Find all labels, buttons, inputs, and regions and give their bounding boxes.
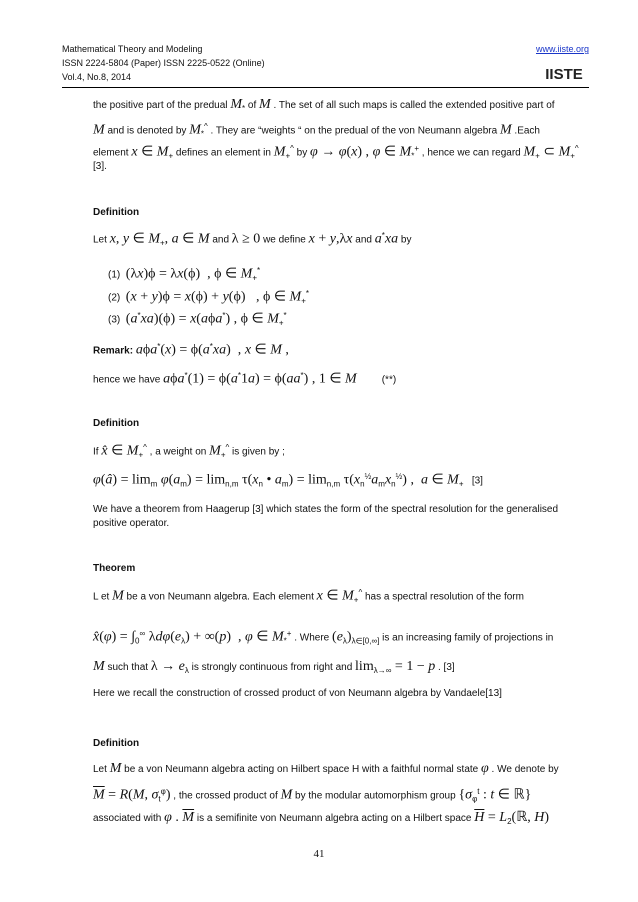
def3-line2: $\overline{M} = R(M$, $\sigma_t^\varphi$) , the crossed product of M by the modular automorphism group {$\sigma_\varphi^t$ : t ∈ ℝ}: [93, 787, 532, 804]
theorem-line1: L et M be a von Neumann algebra. Each element x ∈ $M_+^{\^{}}$ has a spectral resolution of the form: [93, 588, 524, 605]
recall-line: Here we recall the construction of crossed product of von Neumann algebra by Vandaele[13]: [93, 688, 502, 699]
para1-line1: the positive part of the predual $M_*$ of M . The set of all such maps is called the extended positive part of: [93, 97, 555, 113]
journal-link[interactable]: www.iiste.org: [535, 44, 589, 54]
theorem-line3: M such that $\lambda \to e_\lambda$ is strongly continuous from right and $\lim_{\lambda\to\infty} = 1 - p$ . [3]: [93, 659, 455, 675]
theorem-formula: x̂(φ) = $\int_0^\infty$ $\lambda d\varphi(e_\lambda) + \infty(p)$ , φ ∈ $M_*^+$ . Where $(e_\lambda)_{\lambda\in[0,\infty]}$ is an increasing family of projections in: [93, 629, 554, 646]
journal-title: Mathematical Theory and Modeling: [62, 44, 203, 54]
def3-line1: Let M be a von Neumann algebra acting on Hilbert space H with a faithful normal state φ . We denote by: [93, 761, 559, 776]
remark-line: Remark: aϕa*(x) = ϕ(a*xa) , x ∈ M ,: [93, 342, 289, 358]
def2-formula: φ(â) = $\lim_m \varphi(a_m) = \lim_{n,m} \tau(x_n$ • $a_m) = \lim_{n,m} \tau(x_n^{\frac{1}{2}}a_mx_n^{\frac{1}{2}})$ , a ∈ $M_+$ [3]: [93, 472, 483, 489]
def1-line: Let x, y ∈ $M_+$, a ∈ M and λ ≥ 0 we define x + y,λx and a*xa by: [93, 231, 412, 248]
def2-heading: Definition: [93, 418, 140, 429]
volume-line: Vol.4, No.8, 2014: [62, 72, 132, 82]
header-rule: [62, 87, 589, 88]
def3-line3: associated with φ . $\overline{M}$ is a semifinite von Neumann algebra acting on a Hilbert space $\overline{H}$ = $L_2(ℝ$, H): [93, 810, 550, 826]
para1-line3: element x ∈ $M_+$ defines an element in $M_+^{\^{}}$ by φ → φ(x) , φ ∈ $M_*^+$ , hence we can regard $M_+$ ⊂ $M_+^{\^{}}$: [93, 144, 579, 161]
logo-text: IISTE: [545, 66, 583, 83]
def1-heading: Definition: [93, 207, 140, 218]
def1-eq3: (3) (a*xa)(ϕ) = x(aϕa*) , ϕ ∈ $M_+^*$: [108, 311, 287, 328]
def1-eq1: (1) (λx)ϕ = λx(ϕ) , ϕ ∈ $M_+^*$: [108, 266, 261, 283]
def1-eq2: (2) (x + y)ϕ = x(ϕ) + y(ϕ) , ϕ ∈ $M_+^*$: [108, 289, 310, 306]
def3-heading: Definition: [93, 738, 140, 749]
def2-line: If x̂ ∈ $M_+^{\^{}}$ , a weight on $M_+^{\^{}}$ is given by ;: [93, 443, 285, 460]
haagerup-paragraph: We have a theorem from Haagerup [3] which states the form of the spectral resolution for the generalised positive operator.: [93, 504, 559, 529]
iiste-logo: [539, 62, 589, 84]
page-number: 41: [313, 848, 325, 860]
para1-ref: [3].: [93, 161, 107, 172]
issn-line: ISSN 2224-5804 (Paper) ISSN 2225-0522 (Online): [62, 58, 265, 68]
theorem-heading: Theorem: [93, 563, 136, 574]
para1-line2: M and is denoted by $M_*^{\^{}}$ . They are “weights “ on the predual of the von Neumann algebra M .Each: [93, 122, 540, 139]
hence-line: hence we have aϕa*(1) = ϕ(a*1a) = ϕ(aa*) , 1 ∈ M (**): [93, 371, 397, 387]
